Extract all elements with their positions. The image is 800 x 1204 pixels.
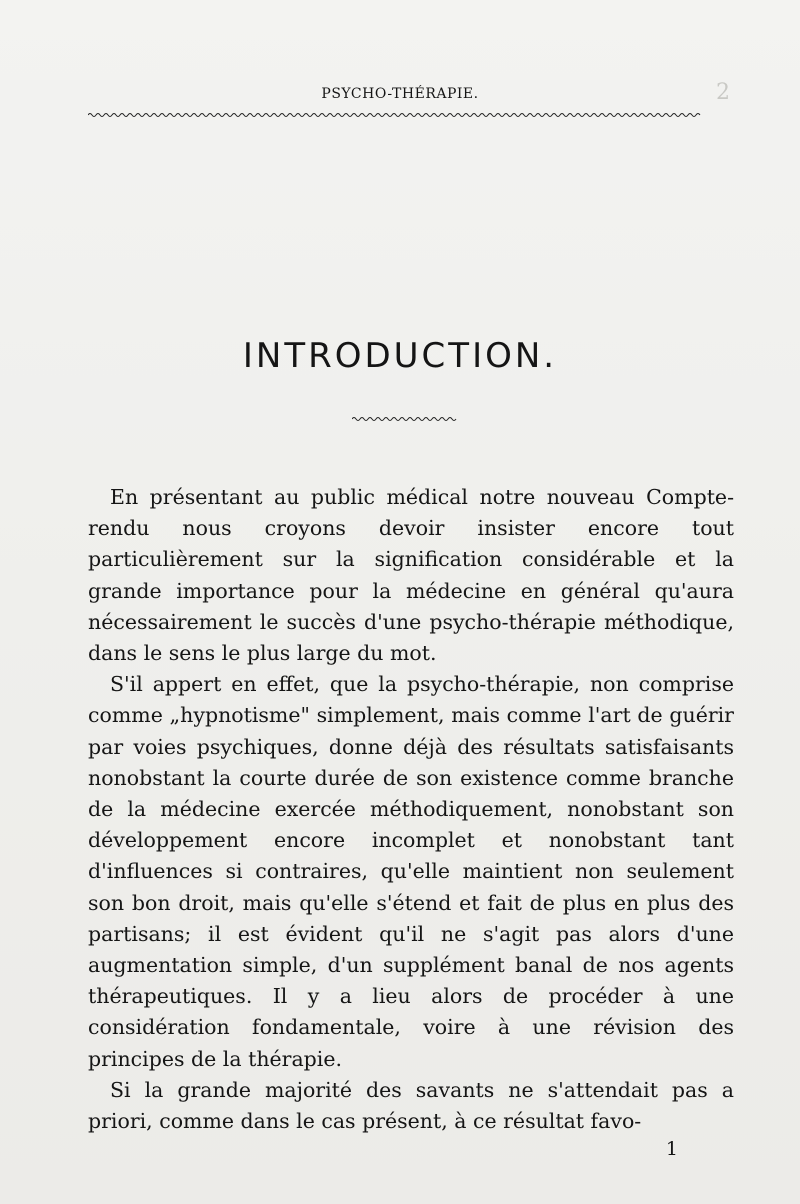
- page-number: 1: [665, 1138, 678, 1160]
- paragraph-2: S'il appert en effet, que la psycho-thérapie, non comprise comme „hypnotisme" simplement, mais comme l'art de guérir par voies psychiques, donne déjà des résultats satisfaisants nonobstant la courte durée de son existence comme branche de la médecine exercée méthodiquement, nonobstant son développement encore incomplet et nonobstant tant d'influences si contraires, qu'elle maintient non seulement son bon droit, mais qu'elle s'étend et fait de plus en plus des partisans; il est évident qu'il ne s'agit pas alors d'une augmentation simple, d'un supplément banal de nos agents thérapeutiques. Il y a lieu alors de procéder à une considération fondamentale, voire à une révision des principes de la thérapie.: [88, 672, 734, 1071]
- paragraph-1: En présentant au public médical notre nouveau Compte-rendu nous croyons devoir insister encore tout particulièrement sur la signification considérable et la grande importance pour la médecine en général qu'aura nécessairement le succès d'une psycho-thérapie méthodique, dans le sens le plus large du mot.: [88, 485, 734, 666]
- header-wavy-rule: [88, 112, 734, 118]
- chapter-title: INTRODUCTION.: [242, 336, 558, 376]
- running-header: PSYCHO-THÉRAPIE.: [321, 86, 479, 102]
- body-text: [88, 482, 734, 1137]
- header-page-marker: 2: [716, 80, 730, 105]
- title-wavy-rule: [352, 416, 458, 422]
- paragraph-3: Si la grande majorité des savants ne s'attendait pas a priori, comme dans le cas présent, à ce résultat favo-: [88, 1077, 734, 1134]
